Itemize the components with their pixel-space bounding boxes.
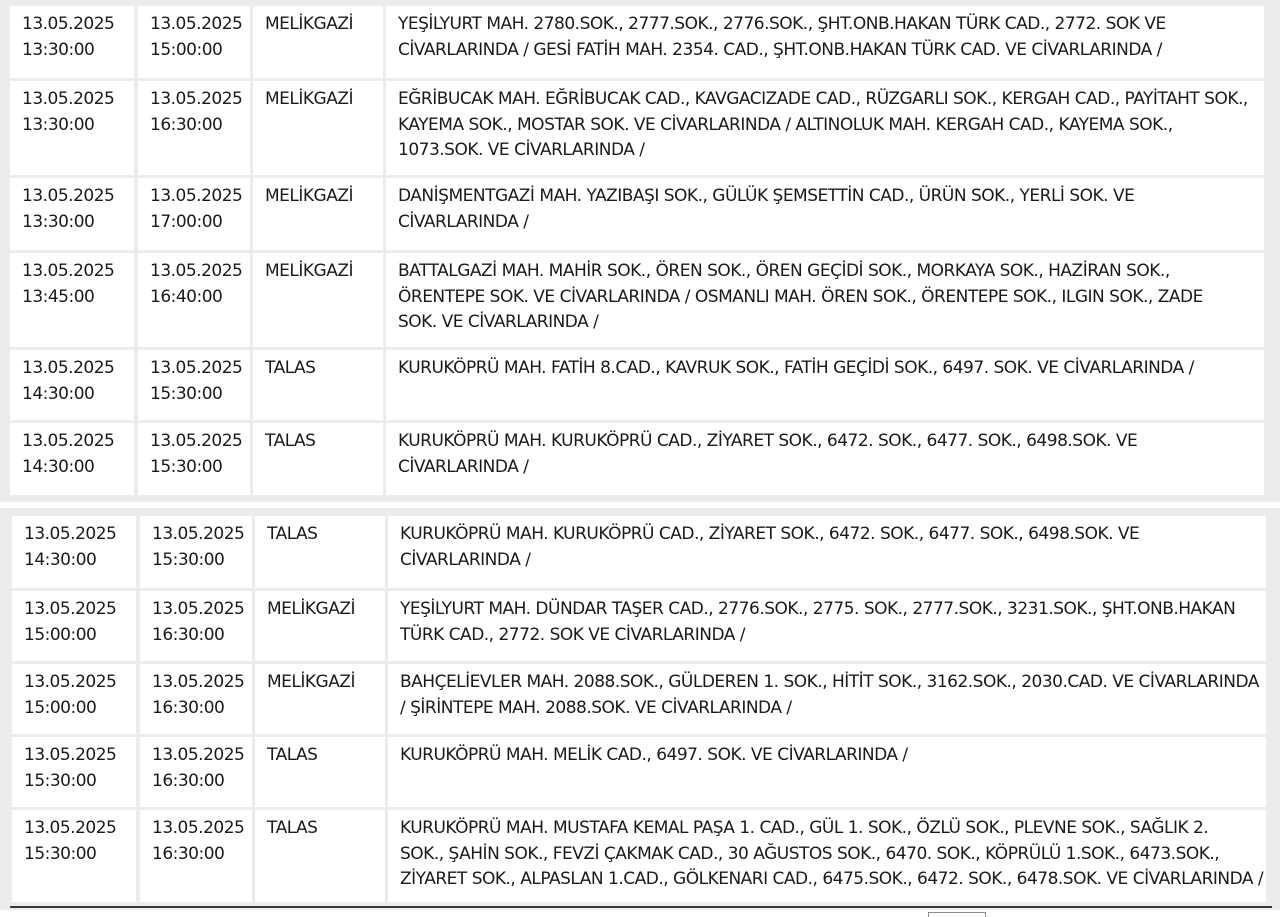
- end-datetime-cell-line: 13.05.2025: [150, 186, 243, 206]
- affected-area-cell: [386, 6, 1264, 78]
- district-cell: [255, 664, 385, 734]
- table-row: [0, 81, 1280, 175]
- end-datetime-cell: [140, 664, 252, 734]
- start-datetime-cell: [12, 737, 136, 807]
- start-datetime-cell-line: 15:30:00: [24, 770, 97, 791]
- start-datetime-cell-line: 13.05.2025: [22, 358, 115, 378]
- affected-area-cell-line: YEŞİLYURT MAH. DÜNDAR TAŞER CAD., 2776.SOK., 2775. SOK., 2777.SOK., 3231.SOK., ŞHT.ONB.HAKAN: [400, 599, 1236, 619]
- affected-area-cell: [388, 591, 1266, 661]
- district-cell: [253, 6, 383, 78]
- table-row: [0, 737, 1280, 807]
- start-datetime-cell: [10, 6, 134, 78]
- end-datetime-cell: [138, 253, 250, 347]
- end-datetime-cell-line: 16:40:00: [150, 286, 223, 307]
- district-cell: [253, 253, 383, 347]
- end-datetime-cell-line: 16:30:00: [152, 697, 225, 718]
- start-datetime-cell-line: 13.05.2025: [24, 599, 117, 619]
- district-cell: [255, 591, 385, 661]
- end-datetime-cell-line: 13.05.2025: [150, 358, 243, 378]
- end-datetime-cell-line: 15:30:00: [150, 383, 223, 404]
- district-cell: [253, 178, 383, 250]
- start-datetime-cell-line: 13.05.2025: [24, 524, 117, 544]
- affected-area-cell-line: KURUKÖPRÜ MAH. MUSTAFA KEMAL PAŞA 1. CAD., GÜL 1. SOK., ÖZLÜ SOK., PLEVNE SOK., SAĞLIK 2.: [400, 818, 1209, 838]
- end-datetime-cell-line: 13.05.2025: [152, 745, 245, 765]
- affected-area-cell: [388, 516, 1266, 588]
- table-row: [0, 423, 1280, 495]
- start-datetime-cell-line: 13.05.2025: [24, 818, 117, 838]
- affected-area-cell: [386, 423, 1264, 495]
- affected-area-cell-line: SOK. VE CİVARLARINDA /: [398, 312, 599, 333]
- table-row: [0, 591, 1280, 661]
- start-datetime-cell: [10, 253, 134, 347]
- district-cell: [255, 516, 385, 588]
- start-datetime-cell-line: 14:30:00: [22, 383, 95, 404]
- affected-area-cell: [388, 737, 1266, 807]
- start-datetime-cell-line: 15:00:00: [24, 624, 97, 645]
- start-datetime-cell: [12, 810, 136, 902]
- start-datetime-cell: [10, 178, 134, 250]
- district-cell: [253, 423, 383, 495]
- affected-area-cell-line: EĞRİBUCAK MAH. EĞRİBUCAK CAD., KAVGACIZADE CAD., RÜZGARLI SOK., KERGAH CAD., PAYİTAHT SOK.,: [398, 89, 1248, 109]
- district-cell: [253, 81, 383, 175]
- start-datetime-cell: [12, 591, 136, 661]
- table-row: [0, 253, 1280, 347]
- affected-area-cell-line: CİVARLARINDA /: [398, 211, 529, 232]
- affected-area-cell: [388, 664, 1266, 734]
- affected-area-cell: [386, 253, 1264, 347]
- end-datetime-cell: [138, 423, 250, 495]
- affected-area-cell-line: BAHÇELİEVLER MAH. 2088.SOK., GÜLDEREN 1. SOK., HİTİT SOK., 3162.SOK., 2030.CAD. VE CİVARLARINDA: [400, 672, 1259, 692]
- start-datetime-cell-line: 13:45:00: [22, 286, 95, 307]
- start-datetime-cell: [10, 81, 134, 175]
- affected-area-cell: [388, 810, 1266, 902]
- end-datetime-cell-line: 16:30:00: [152, 624, 225, 645]
- end-datetime-cell-line: 16:30:00: [152, 770, 225, 791]
- affected-area-cell-line: CİVARLARINDA / GESİ FATİH MAH. 2354. CAD., ŞHT.ONB.HAKAN TÜRK CAD. VE CİVARLARINDA /: [398, 39, 1162, 60]
- end-datetime-cell: [140, 810, 252, 902]
- end-datetime-cell: [138, 6, 250, 78]
- affected-area-cell-line: YEŞİLYURT MAH. 2780.SOK., 2777.SOK., 2776.SOK., ŞHT.ONB.HAKAN TÜRK CAD., 2772. SOK VE: [398, 14, 1166, 34]
- end-datetime-cell-line: 13.05.2025: [150, 431, 243, 451]
- district-cell-line: MELİKGAZİ: [265, 89, 354, 109]
- affected-area-cell-line: KURUKÖPRÜ MAH. KURUKÖPRÜ CAD., ZİYARET SOK., 6472. SOK., 6477. SOK., 6498.SOK. VE: [398, 431, 1138, 451]
- affected-area-cell-line: / ŞİRİNTEPE MAH. 2088.SOK. VE CİVARLARINDA /: [400, 697, 792, 718]
- affected-area-cell-line: CİVARLARINDA /: [398, 456, 529, 477]
- end-datetime-cell: [138, 178, 250, 250]
- district-cell-line: TALAS: [267, 524, 318, 544]
- end-datetime-cell: [140, 591, 252, 661]
- end-datetime-cell-line: 16:30:00: [150, 114, 223, 135]
- affected-area-cell-line: ZİYARET SOK., ALPASLAN 1.CAD., GÖLKENARI CAD., 6475.SOK., 6472. SOK., 6478.SOK. VE CİVARLARINDA /: [400, 869, 1264, 890]
- start-datetime-cell-line: 13.05.2025: [22, 261, 115, 281]
- district-cell: [255, 810, 385, 902]
- table-row: [0, 516, 1280, 588]
- end-datetime-cell-line: 13.05.2025: [152, 818, 245, 838]
- start-datetime-cell-line: 13.05.2025: [22, 89, 115, 109]
- table-bottom-rule: [10, 906, 1272, 908]
- affected-area-cell: [386, 350, 1264, 420]
- district-cell-line: MELİKGAZİ: [265, 261, 354, 281]
- table-row: [0, 350, 1280, 420]
- end-datetime-cell-line: 13.05.2025: [150, 89, 243, 109]
- affected-area-cell-line: CİVARLARINDA /: [400, 549, 531, 570]
- start-datetime-cell-line: 14:30:00: [22, 456, 95, 477]
- start-datetime-cell: [10, 423, 134, 495]
- end-datetime-cell-line: 13.05.2025: [152, 599, 245, 619]
- district-cell-line: MELİKGAZİ: [265, 14, 354, 34]
- district-cell-line: TALAS: [267, 745, 318, 765]
- start-datetime-cell-line: 13:30:00: [22, 211, 95, 232]
- page-control-box[interactable]: [928, 912, 986, 917]
- start-datetime-cell: [12, 664, 136, 734]
- start-datetime-cell-line: 13.05.2025: [22, 14, 115, 34]
- table-row: [0, 6, 1280, 78]
- start-datetime-cell-line: 13:30:00: [22, 39, 95, 60]
- table-row: [0, 810, 1280, 902]
- start-datetime-cell: [12, 516, 136, 588]
- affected-area-cell: [386, 178, 1264, 250]
- district-cell-line: TALAS: [267, 818, 318, 838]
- affected-area-cell-line: DANİŞMENTGAZİ MAH. YAZIBAŞI SOK., GÜLÜK ŞEMSETTİN CAD., ÜRÜN SOK., YERLİ SOK. VE: [398, 186, 1135, 206]
- start-datetime-cell-line: 13.05.2025: [22, 431, 115, 451]
- start-datetime-cell-line: 15:30:00: [24, 843, 97, 864]
- start-datetime-cell-line: 13.05.2025: [24, 745, 117, 765]
- district-cell-line: MELİKGAZİ: [267, 599, 356, 619]
- end-datetime-cell-line: 16:30:00: [152, 843, 225, 864]
- table-row: [0, 664, 1280, 734]
- district-cell-line: TALAS: [265, 431, 316, 451]
- start-datetime-cell-line: 13:30:00: [22, 114, 95, 135]
- end-datetime-cell-line: 13.05.2025: [150, 14, 243, 34]
- end-datetime-cell: [138, 81, 250, 175]
- end-datetime-cell-line: 15:00:00: [150, 39, 223, 60]
- district-cell: [255, 737, 385, 807]
- start-datetime-cell-line: 14:30:00: [24, 549, 97, 570]
- end-datetime-cell-line: 17:00:00: [150, 211, 223, 232]
- table-row: [0, 178, 1280, 250]
- start-datetime-cell-line: 15:00:00: [24, 697, 97, 718]
- district-cell-line: MELİKGAZİ: [265, 186, 354, 206]
- affected-area-cell-line: KURUKÖPRÜ MAH. FATİH 8.CAD., KAVRUK SOK., FATİH GEÇİDİ SOK., 6497. SOK. VE CİVARLARINDA /: [398, 358, 1194, 378]
- outage-table-bottom: [0, 508, 1280, 910]
- affected-area-cell-line: BATTALGAZİ MAH. MAHİR SOK., ÖREN SOK., ÖREN GEÇİDİ SOK., MORKAYA SOK., HAZİRAN SOK.,: [398, 261, 1170, 281]
- end-datetime-cell-line: 13.05.2025: [152, 524, 245, 544]
- end-datetime-cell: [140, 737, 252, 807]
- affected-area-cell-line: KURUKÖPRÜ MAH. MELİK CAD., 6497. SOK. VE CİVARLARINDA /: [400, 745, 908, 765]
- start-datetime-cell-line: 13.05.2025: [22, 186, 115, 206]
- affected-area-cell: [386, 81, 1264, 175]
- end-datetime-cell: [140, 516, 252, 588]
- district-cell-line: TALAS: [265, 358, 316, 378]
- affected-area-cell-line: 1073.SOK. VE CİVARLARINDA /: [398, 140, 645, 161]
- affected-area-cell-line: TÜRK CAD., 2772. SOK VE CİVARLARINDA /: [400, 624, 746, 645]
- district-cell-line: MELİKGAZİ: [267, 672, 356, 692]
- end-datetime-cell-line: 13.05.2025: [152, 672, 245, 692]
- end-datetime-cell: [138, 350, 250, 420]
- end-datetime-cell-line: 15:30:00: [150, 456, 223, 477]
- start-datetime-cell-line: 13.05.2025: [24, 672, 117, 692]
- district-cell: [253, 350, 383, 420]
- affected-area-cell-line: SOK., ŞAHİN SOK., FEVZİ ÇAKMAK CAD., 30 AĞUSTOS SOK., 6470. SOK., KÖPRÜLÜ 1.SOK., 6473.SOK.,: [400, 843, 1220, 864]
- end-datetime-cell-line: 13.05.2025: [150, 261, 243, 281]
- start-datetime-cell: [10, 350, 134, 420]
- affected-area-cell-line: KAYEMA SOK., MOSTAR SOK. VE CİVARLARINDA / ALTINOLUK MAH. KERGAH CAD., KAYEMA SOK.,: [398, 114, 1173, 135]
- affected-area-cell-line: KURUKÖPRÜ MAH. KURUKÖPRÜ CAD., ZİYARET SOK., 6472. SOK., 6477. SOK., 6498.SOK. VE: [400, 524, 1140, 544]
- end-datetime-cell-line: 15:30:00: [152, 549, 225, 570]
- affected-area-cell-line: ÖRENTEPE SOK. VE CİVARLARINDA / OSMANLI MAH. ÖREN SOK., ÖRENTEPE SOK., ILGIN SOK., ZADE: [398, 286, 1203, 307]
